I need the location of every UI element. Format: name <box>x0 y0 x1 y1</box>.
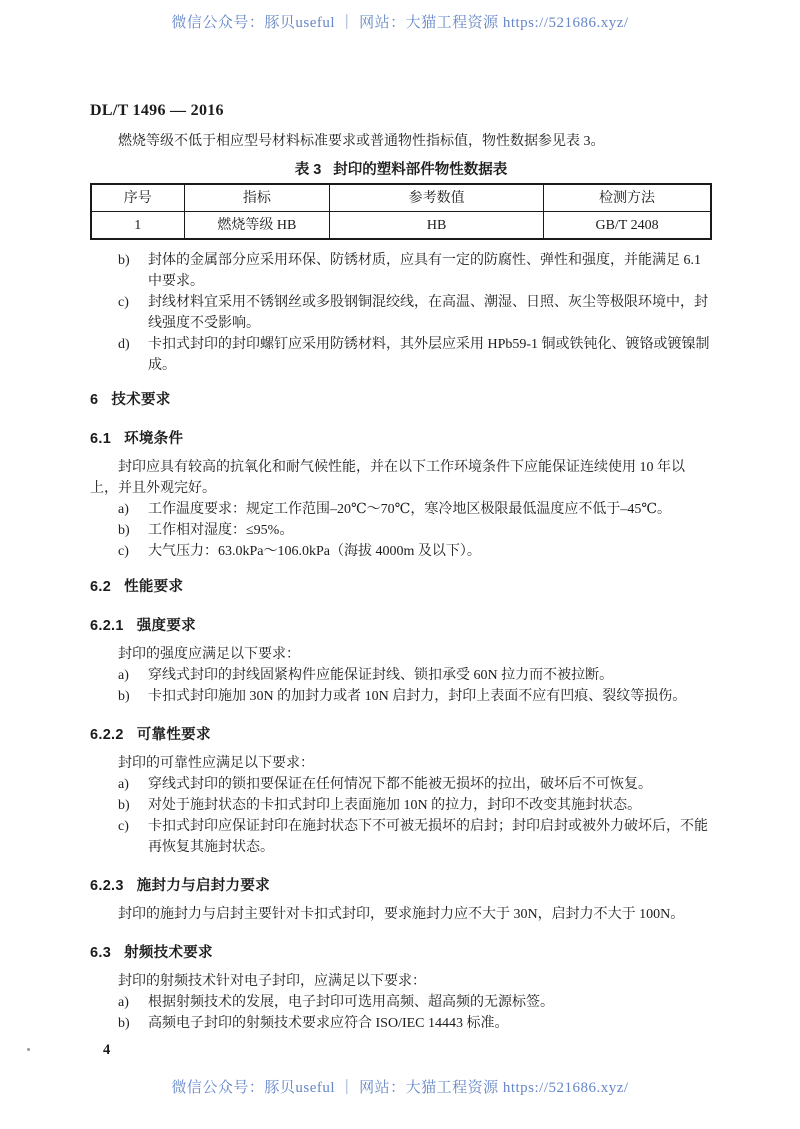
table-header-cell: 序号 <box>91 184 184 212</box>
list-item <box>90 665 712 686</box>
heading-title: 射频技术要求 <box>124 945 213 961</box>
page-number: 4 <box>103 1042 111 1058</box>
list-item-marker: c) <box>118 295 129 310</box>
table-cell-test-method: GB/T 2408 <box>544 212 711 240</box>
heading-6-2 <box>90 577 712 598</box>
table-header-cell: 检测方法 <box>544 184 711 212</box>
section-6-2-1-paragraph: 封印的强度应满足以下要求： <box>118 647 300 662</box>
heading-title: 环境条件 <box>124 431 184 447</box>
list-item <box>90 541 712 562</box>
list-item-text: 封线材料宜采用不锈钢丝或多股钢铜混绞线，在高温、潮湿、日照、灰尘等极限环境中，封线强度不受影响。 <box>148 295 708 331</box>
list-item-marker: b) <box>118 523 130 538</box>
heading-6 <box>90 390 712 411</box>
heading-number: 6.1 <box>90 431 112 447</box>
list-item-text: 穿线式封印的锁扣要保证在任何情况下都不能被无损坏的拉出，破坏后不可恢复。 <box>148 777 652 792</box>
table-header-cell: 指标 <box>184 184 330 212</box>
scan-speck <box>27 1048 30 1051</box>
section-6-1-list <box>90 499 712 562</box>
table3-caption-title: 封印的塑料部件物性数据表 <box>333 162 508 178</box>
list-item <box>90 816 712 858</box>
list-item-text: 根据射频技术的发展，电子封印可选用高频、超高频的无源标签。 <box>148 995 554 1010</box>
list-item-marker: d) <box>118 337 130 352</box>
section-6-1-paragraph: 封印应具有较高的抗氧化和耐气候性能，并在以下工作环境条件下应能保证连续使用 10 年以上，并且外观完好。 <box>90 460 685 496</box>
list-item <box>90 795 712 816</box>
list-item-text: 卡扣式封印施加 30N 的加封力或者 10N 启封力，封印上表面不应有凹痕、裂纹等损伤。 <box>148 689 687 704</box>
table3-caption <box>90 160 712 181</box>
heading-title: 可靠性要求 <box>136 727 211 743</box>
list-item-marker: b) <box>118 689 130 704</box>
heading-title: 施封力与启封力要求 <box>136 878 270 894</box>
table3-physical-properties <box>90 183 712 240</box>
table-header-cell: 参考数值 <box>330 184 544 212</box>
heading-title: 性能要求 <box>124 579 184 595</box>
list-item-marker: b) <box>118 253 130 268</box>
section-6-3-list <box>90 992 712 1034</box>
list-item-marker: b) <box>118 1016 130 1031</box>
table-cell-reference-value: HB <box>330 212 544 240</box>
bottom-watermark: 微信公众号：豚贝useful ｜ 网站：大猫工程资源 https://521686.xyz/ <box>171 1080 629 1096</box>
heading-6-3 <box>90 943 712 964</box>
heading-6-1 <box>90 429 712 450</box>
list-item-marker: c) <box>118 819 129 834</box>
list-item-text: 卡扣式封印应保证封印在施封状态下不可被无损坏的启封；封印启封或被外力破坏后，不能再恢复其施封状态。 <box>148 819 708 855</box>
table-header-row <box>91 184 711 212</box>
list-item <box>90 250 712 292</box>
standard-code: DL/T 1496 — 2016 <box>90 102 224 119</box>
section-6-2-3-paragraph: 封印的施封力与启封主要针对卡扣式封印，要求施封力应不大于 30N，启封力不大于 100N。 <box>118 907 685 922</box>
list-item-text: 工作相对湿度：≤95%。 <box>148 523 294 538</box>
list-item-text: 卡扣式封印的封印螺钉应采用防锈材料，其外层应采用 HPb59-1 铜或铁钝化、镀铬或镀镍制成。 <box>148 337 710 373</box>
heading-number: 6 <box>90 392 99 408</box>
section-6-2-2-list <box>90 774 712 858</box>
heading-number: 6.2.2 <box>90 727 124 743</box>
list-item-marker: c) <box>118 544 129 559</box>
list-item-text: 封体的金属部分应采用环保、防锈材质，应具有一定的防腐性、弹性和强度，并能满足 6.1 中要求。 <box>148 253 701 289</box>
list-item-text: 高频电子封印的射频技术要求应符合 ISO/IEC 14443 标准。 <box>148 1016 509 1031</box>
table-cell-seq: 1 <box>91 212 184 240</box>
section-6-3-paragraph: 封印的射频技术针对电子封印，应满足以下要求： <box>118 974 426 989</box>
table3-caption-number: 表 3 <box>294 162 322 178</box>
list-item <box>90 1013 712 1034</box>
list-item-text: 工作温度要求：规定工作范围–20℃～70℃，寒冷地区极限最低温度应不低于–45℃。 <box>148 502 671 517</box>
list-item-marker: a) <box>118 995 129 1010</box>
material-requirements-list <box>90 250 712 376</box>
heading-number: 6.2 <box>90 579 112 595</box>
table-row <box>91 212 711 240</box>
heading-6-2-1 <box>90 616 712 637</box>
intro-paragraph: 燃烧等级不低于相应型号材料标准要求或普通物性指标值，物性数据参见表 3。 <box>118 134 605 149</box>
heading-title: 技术要求 <box>111 392 171 408</box>
list-item-text: 大气压力：63.0kPa～106.0kPa（海拔 4000m 及以下）。 <box>148 544 481 559</box>
list-item <box>90 499 712 520</box>
list-item <box>90 992 712 1013</box>
list-item-marker: a) <box>118 777 129 792</box>
heading-number: 6.3 <box>90 945 112 961</box>
list-item <box>90 774 712 795</box>
list-item-text: 对处于施封状态的卡扣式封印上表面施加 10N 的拉力，封印不改变其施封状态。 <box>148 798 642 813</box>
top-watermark: 微信公众号：豚贝useful ｜ 网站：大猫工程资源 https://521686.xyz/ <box>171 15 629 31</box>
list-item-marker: b) <box>118 798 130 813</box>
heading-number: 6.2.1 <box>90 618 124 634</box>
list-item-marker: a) <box>118 668 129 683</box>
heading-6-2-3 <box>90 876 712 897</box>
list-item <box>90 520 712 541</box>
list-item-text: 穿线式封印的封线固紧构件应能保证封线、锁扣承受 60N 拉力而不被拉断。 <box>148 668 614 683</box>
list-item <box>90 686 712 707</box>
list-item-marker: a) <box>118 502 129 517</box>
list-item <box>90 292 712 334</box>
list-item <box>90 334 712 376</box>
heading-6-2-2 <box>90 725 712 746</box>
heading-title: 强度要求 <box>136 618 196 634</box>
section-6-2-1-list <box>90 665 712 707</box>
document-content <box>90 100 712 1034</box>
heading-number: 6.2.3 <box>90 878 124 894</box>
section-6-2-2-paragraph: 封印的可靠性应满足以下要求： <box>118 756 314 771</box>
table-cell-indicator: 燃烧等级 HB <box>184 212 330 240</box>
